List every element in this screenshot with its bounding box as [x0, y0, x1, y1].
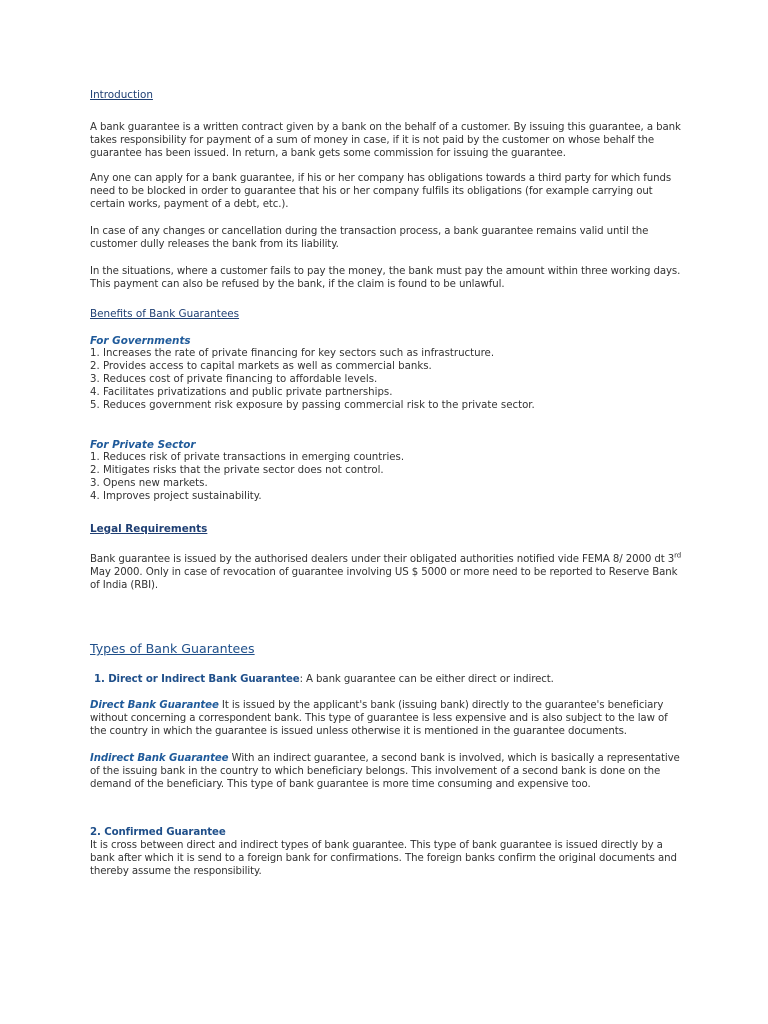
direct-indirect-label: 1. Direct or Indirect Bank Guarantee	[94, 674, 300, 685]
intro-heading: Introduction	[90, 89, 153, 101]
types-heading: Types of Bank Guarantees	[90, 641, 255, 656]
direct-indirect-paragraph	[94, 673, 686, 686]
direct-guarantee-label: Direct Bank Guarantee	[90, 700, 219, 711]
private-sector-section	[90, 439, 682, 503]
benefits-heading: Benefits of Bank Guarantees	[90, 308, 240, 320]
list-item: 1. Reduces risk of private transactions in emerging countries.	[90, 452, 405, 463]
intro-paragraph-2: Any one can apply for a bank guarantee, if his or her company has obligations towards a third party for which funds need to be blocked in order to guarantee that his or her company fulfils its obligations (for example carrying out certain works, payment of a debt, etc.).	[90, 173, 672, 211]
direct-guarantee-paragraph	[90, 699, 682, 738]
list-item: 4. Facilitates privatizations and public private partnerships.	[90, 387, 393, 399]
direct-indirect-text: : A bank guarantee can be either direct or indirect.	[299, 674, 554, 685]
indirect-guarantee-text: With an indirect guarantee, a second bank is involved, which is basically a representative of the issuing bank in the country to which beneficiary belongs. This involvement of a second bank is done on the demand of the beneficiary. This type of bank guarantee is more time consuming and expensive too.	[90, 753, 680, 791]
list-item: 1. Increases the rate of private financing for key sectors such as infrastructure.	[90, 348, 495, 359]
list-item: 2. Mitigates risks that the private sector does not control.	[90, 465, 384, 477]
list-item: 4. Improves project sustainability.	[90, 491, 262, 503]
private-sector-title: For Private Sector	[90, 439, 196, 451]
legal-paragraph	[90, 553, 682, 592]
governments-list	[90, 347, 682, 412]
legal-superscript: rd	[674, 551, 682, 560]
list-item: 2. Provides access to capital markets as well as commercial banks.	[90, 361, 432, 373]
confirmed-guarantee-label: 2. Confirmed Guarantee	[90, 827, 226, 838]
legal-text-a: Bank guarantee is issued by the authorised dealers under their obligated authorities notified vide FEMA 8/ 2000 dt 3	[90, 554, 675, 565]
indirect-guarantee-paragraph	[90, 752, 682, 791]
governments-section	[90, 335, 682, 412]
list-item: 5. Reduces government risk exposure by passing commercial risk to the private sector.	[90, 400, 535, 412]
legal-text-b: May 2000. Only in case of revocation of guarantee involving US $ 5000 or more need to be reported to Reserve Bank of India (RBI).	[90, 567, 678, 592]
list-item: 3. Reduces cost of private financing to affordable levels.	[90, 374, 378, 386]
governments-title: For Governments	[90, 335, 191, 347]
confirmed-guarantee-text: It is cross between direct and indirect types of bank guarantee. This type of bank guarantee is issued directly by a bank after which it is send to a foreign bank for confirmations. The foreign banks confirm the original documents and thereby assume the responsibility.	[90, 840, 677, 878]
indirect-guarantee-label: Indirect Bank Guarantee	[90, 753, 229, 764]
confirmed-guarantee-section	[90, 826, 682, 878]
intro-paragraph-3: In case of any changes or cancellation during the transaction process, a bank guarantee remains valid until the customer dully releases the bank from its liability.	[90, 226, 649, 251]
list-item: 3. Opens new markets.	[90, 478, 208, 490]
private-sector-list	[90, 451, 682, 503]
intro-paragraph-4: In the situations, where a customer fails to pay the money, the bank must pay the amount within three working days. This payment can also be refused by the bank, if the claim is found to be unlawful.	[90, 266, 681, 291]
direct-guarantee-text: It is issued by the applicant's bank (issuing bank) directly to the guarantee's beneficiary without concerning a correspondent bank. This type of guarantee is less expensive and is also subject to the law of the country in which the guarantee is issued unless otherwise it is mentioned in the guarantee documents.	[90, 700, 668, 738]
intro-paragraph-1: A bank guarantee is a written contract given by a bank on the behalf of a customer. By issuing this guarantee, a bank takes responsibility for payment of a sum of money in case, if it is not paid by the customer on whose behalf the guarantee has been issued. In return, a bank gets some commission for issuing the guarantee.	[90, 122, 681, 160]
legal-heading: Legal Requirements	[90, 523, 208, 535]
